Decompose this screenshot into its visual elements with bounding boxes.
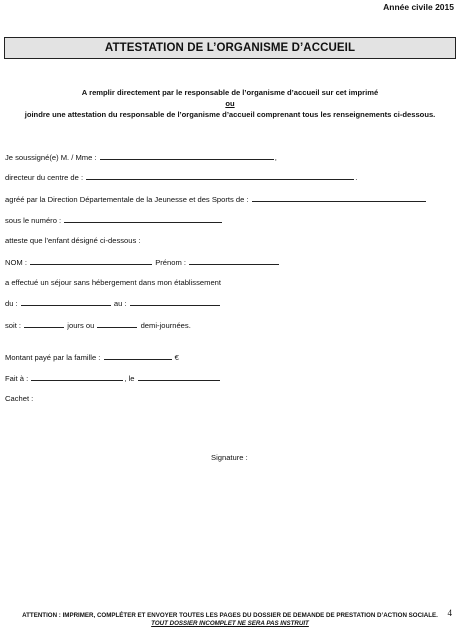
input-numero[interactable]: [64, 215, 222, 223]
label-nom: NOM :: [5, 258, 27, 267]
label-du: du :: [5, 299, 18, 308]
field-numero: [5, 215, 223, 225]
field-sejour: a effectué un séjour sans hébergement dans mon établissement: [5, 278, 221, 287]
field-agree: [5, 194, 427, 204]
field-atteste: atteste que l’enfant désigné ci-dessous :: [5, 236, 141, 245]
label-directeur: directeur du centre de :: [5, 173, 84, 182]
field-montant: [5, 352, 179, 362]
label-soussigne: Je soussigné(e) M. / Mme :: [5, 153, 97, 162]
label-le: , le: [124, 374, 135, 383]
input-prenom[interactable]: [189, 257, 279, 265]
field-nom-prenom: [5, 257, 280, 267]
field-soussigne: [5, 152, 277, 162]
label-soit: soit :: [5, 321, 22, 330]
input-demi-journees[interactable]: [97, 320, 137, 328]
year-label: Année civile 2015: [383, 2, 454, 12]
input-au[interactable]: [130, 298, 220, 306]
page-title-text: ATTESTATION DE L’ORGANISME D’ACCUEIL: [104, 42, 356, 54]
input-date[interactable]: [138, 373, 220, 381]
field-cachet: Cachet :: [5, 394, 34, 403]
comma: ,: [274, 153, 277, 162]
label-au: au :: [113, 299, 127, 308]
input-jours[interactable]: [24, 320, 64, 328]
label-montant: Montant payé par la famille :: [5, 353, 101, 362]
input-du[interactable]: [21, 298, 111, 306]
instruction-or: ou: [225, 99, 235, 108]
label-numero: sous le numéro :: [5, 216, 62, 225]
label-demi-journees: demi-journées.: [140, 321, 191, 330]
label-jours-ou: jours ou: [67, 321, 95, 330]
input-soussigne[interactable]: [100, 152, 274, 160]
input-fait-a[interactable]: [31, 373, 123, 381]
label-agree: agréé par la Direction Départementale de la Jeunesse et des Sports de :: [5, 195, 249, 204]
field-dates: [5, 298, 221, 308]
period: .: [355, 173, 358, 182]
page-number: 4: [447, 608, 452, 618]
input-agree[interactable]: [252, 194, 426, 202]
page-title: [4, 37, 456, 59]
instruction-line-2: joindre une attestation du responsable de l’organisme d’accueil comprenant tous les renseignements ci-dessous.: [24, 110, 436, 119]
footer-incomplete-warning: TOUT DOSSIER INCOMPLET NE SERA PAS INSTRUIT: [151, 620, 309, 627]
input-nom[interactable]: [30, 257, 152, 265]
label-prenom: Prénom :: [155, 258, 186, 267]
footer-warning: ATTENTION : IMPRIMER, COMPLÉTER ET ENVOYER TOUTES LES PAGES DU DOSSIER DE DEMANDE DE PRESTATION D’ACTION SOCIALE.: [22, 612, 438, 619]
field-fait-a: [5, 373, 221, 383]
signature-label: Signature :: [211, 453, 248, 462]
input-directeur[interactable]: [86, 172, 354, 180]
input-montant[interactable]: [104, 352, 172, 360]
field-directeur: [5, 172, 357, 182]
label-fait-a: Fait à :: [5, 374, 29, 383]
euro-sign: €: [174, 353, 179, 362]
field-duree: [5, 320, 191, 330]
instruction-line-1: A remplir directement par le responsable de l’organisme d’accueil sur cet imprimé: [81, 88, 379, 97]
